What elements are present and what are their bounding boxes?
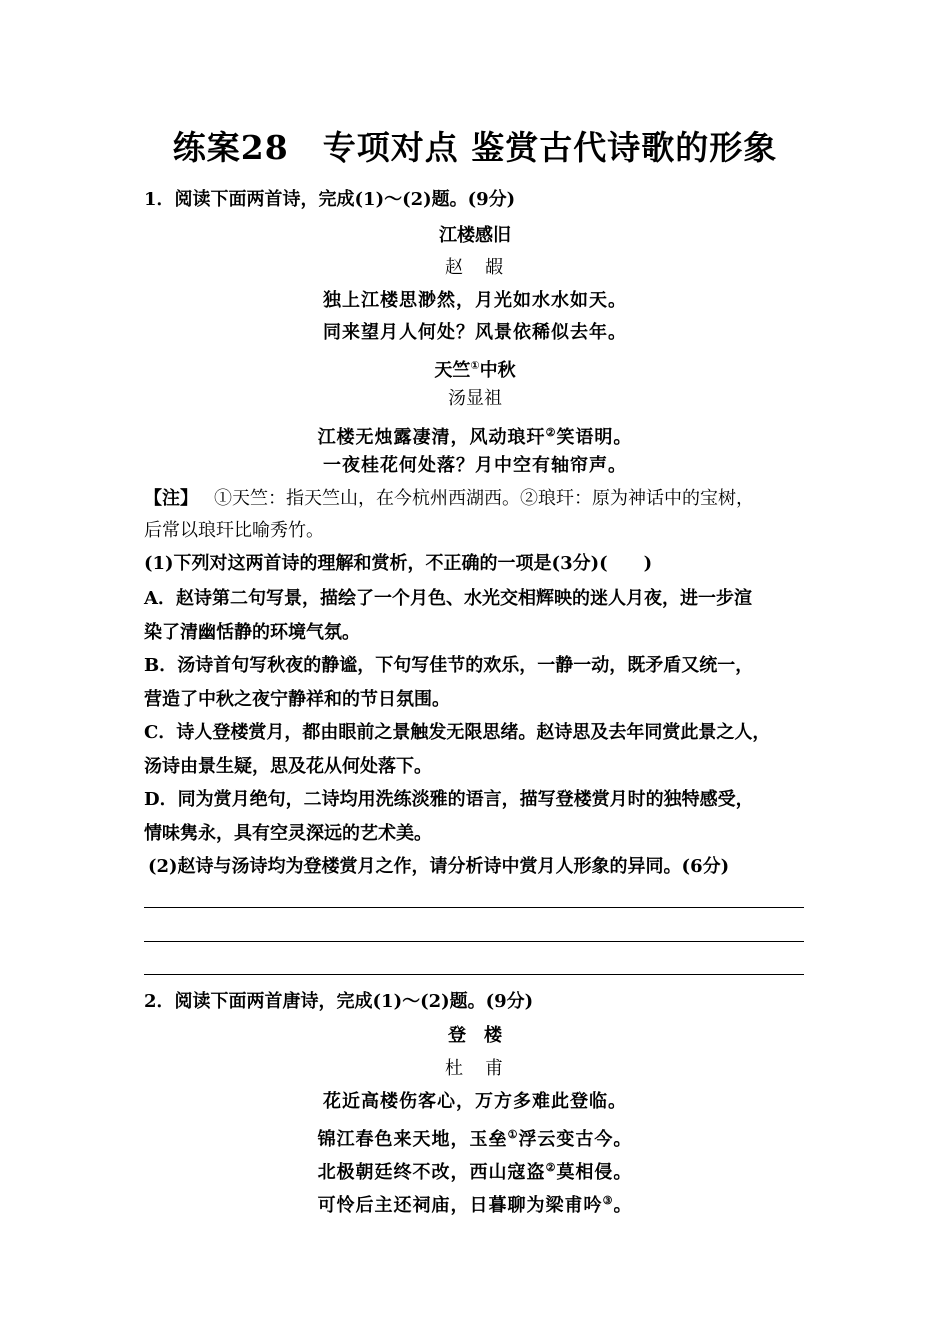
note-line-2: 后常以琅玕比喻秀竹。 — [144, 520, 324, 541]
poem-2-line-1 — [0, 418, 950, 453]
answer-line — [144, 941, 804, 942]
poem-line-part: 可怜后主还祠庙，日暮聊为梁甫吟 — [317, 1195, 603, 1216]
poem-line-part: 江楼无烛露凄清，风动琅玕 — [317, 427, 546, 448]
footnote-marker: ② — [545, 1161, 557, 1174]
poem-line-part: 莫相侵。 — [556, 1162, 633, 1183]
poem-2-title-part: 天竺 — [434, 360, 471, 381]
page-title: 练案28 专项对点 鉴赏古代诗歌的形象 — [172, 128, 778, 167]
poem-line-part: 浮云变古今。 — [518, 1129, 633, 1150]
answer-line — [144, 974, 804, 975]
footnote-marker: ① — [470, 359, 480, 372]
poem-3-line-4 — [0, 1186, 950, 1221]
question-2-prompt: 2．阅读下面两首唐诗，完成(1)～(2)题。(9分) — [144, 991, 534, 1012]
poem-2-line-2: 一夜桂花何处落？月中空有轴帘声。 — [323, 455, 627, 476]
footnote-marker: ① — [507, 1128, 519, 1141]
sub-question-1: (1)下列对这两首诗的理解和赏析，不正确的一项是(3分)( ) — [144, 553, 653, 574]
option-a-line-2: 染了清幽恬静的环境气氛。 — [144, 622, 360, 643]
poem-1-author: 赵 嘏 — [445, 257, 505, 278]
option-c-line-2: 汤诗由景生疑，思及花从何处落下。 — [144, 756, 432, 777]
poem-2-author: 汤显祖 — [448, 388, 502, 409]
option-a-line-1: A．赵诗第二句写景，描绘了一个月色、水光交相辉映的迷人月夜，进一步渲 — [144, 588, 752, 609]
poem-3-line-1: 花近高楼伤客心，万方多难此登临。 — [323, 1091, 627, 1112]
note-text: ①天竺：指天竺山，在今杭州西湖西。②琅玕：原为神话中的宝树， — [214, 488, 754, 509]
poem-3-line-3 — [0, 1153, 950, 1188]
answer-line — [144, 907, 804, 908]
poem-line-part: 锦江春色来天地，玉垒 — [317, 1129, 508, 1150]
footnote-marker: ③ — [602, 1194, 614, 1207]
poem-line-part: 笑语明。 — [556, 427, 633, 448]
poem-1-title: 江楼感旧 — [439, 225, 511, 246]
poem-1-line-1: 独上江楼思渺然，月光如水水如天。 — [323, 290, 627, 311]
question-1-prompt: 1．阅读下面两首诗，完成(1)～(2)题。(9分) — [144, 189, 516, 210]
poem-3-title: 登 楼 — [448, 1025, 502, 1046]
footnote-marker: ② — [545, 426, 557, 439]
option-c-line-1: C．诗人登楼赏月，都由眼前之景触发无限思绪。赵诗思及去年同赏此景之人， — [144, 722, 771, 743]
poem-2-title-part: 中秋 — [479, 360, 516, 381]
option-d-line-1: D．同为赏月绝句，二诗均用洗练淡雅的语言，描写登楼赏月时的独特感受， — [144, 789, 754, 810]
sub-question-2: (2)赵诗与汤诗均为登楼赏月之作，请分析诗中赏月人形象的异同。(6分) — [148, 856, 730, 877]
poem-line-part: 北极朝廷终不改，西山寇盗 — [317, 1162, 546, 1183]
note-label: 【注】 — [144, 488, 198, 509]
poem-1-line-2: 同来望月人何处？风景依稀似去年。 — [323, 322, 627, 343]
option-d-line-2: 情味隽永，具有空灵深远的艺术美。 — [144, 823, 432, 844]
note-line-1 — [144, 484, 824, 514]
option-b-line-2: 营造了中秋之夜宁静祥和的节日氛围。 — [144, 689, 450, 710]
poem-2-title — [0, 351, 950, 386]
option-b-line-1: B．汤诗首句写秋夜的静谧，下句写佳节的欢乐，一静一动，既矛盾又统一， — [144, 655, 754, 676]
poem-3-author: 杜 甫 — [445, 1058, 505, 1079]
poem-line-part: 。 — [613, 1195, 633, 1216]
poem-3-line-2 — [0, 1120, 950, 1155]
